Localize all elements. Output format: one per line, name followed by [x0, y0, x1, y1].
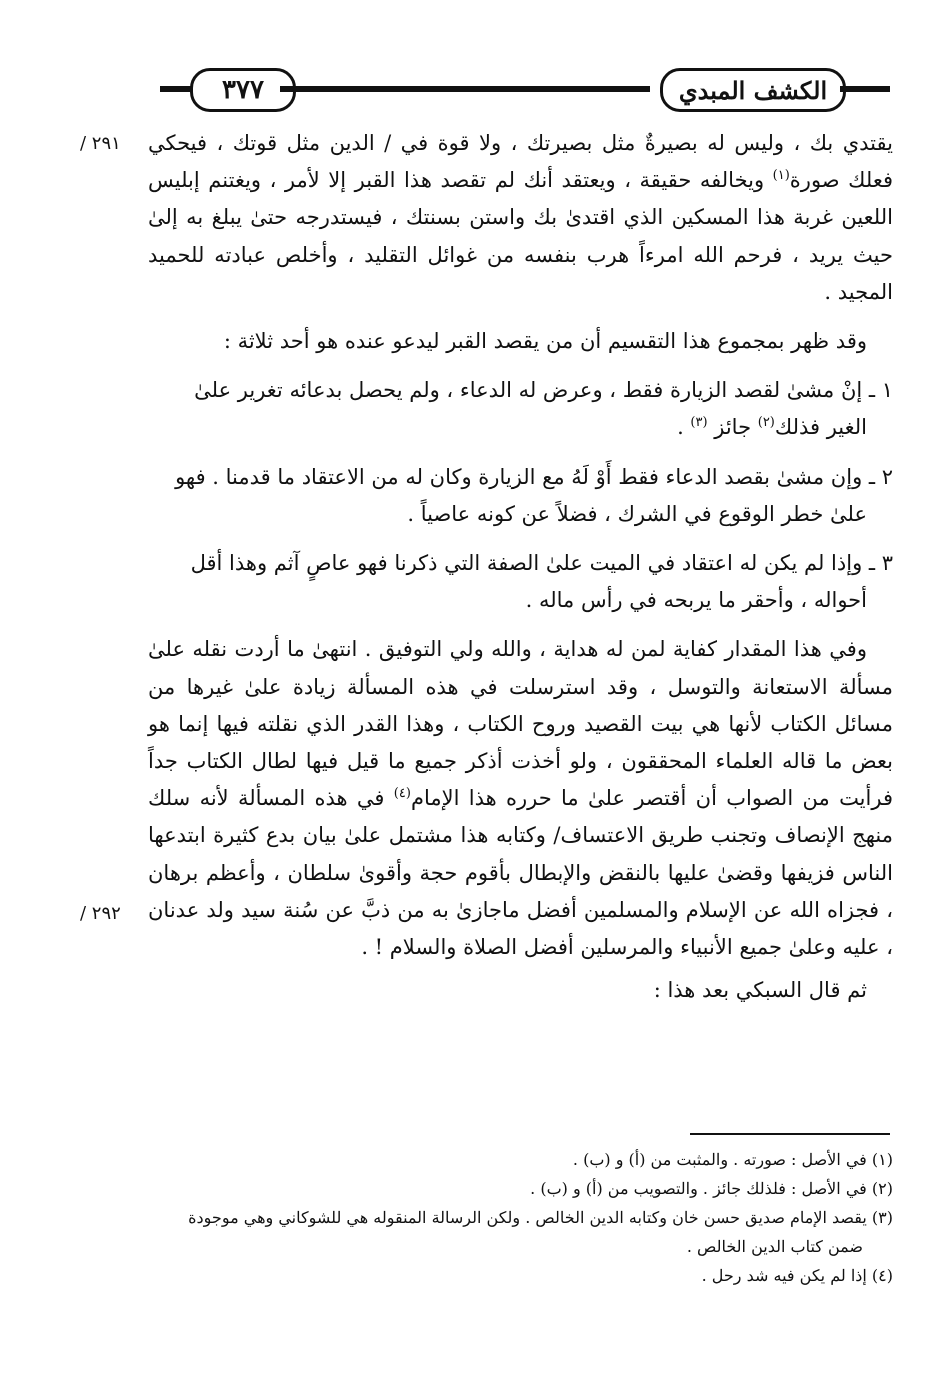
header-rule — [280, 86, 650, 92]
paragraph: وقد ظهر بمجموع هذا التقسيم أن من يقصد القبر ليدعو عنده هو أحد ثلاثة : — [223, 329, 867, 354]
body-text — [148, 125, 893, 1009]
footnote-ref[interactable]: (٤) — [393, 786, 411, 802]
footnote: (٢) في الأصل : فلذلك جائز . والتصويب من (أ) و (ب) . — [530, 1179, 893, 1198]
list-item: ٣ ـ وإذا لم يكن له اعتقاد في الميت علىٰ الصفة التي ذكرنا فهو عاصٍ آثم وهذا أقل أحواله ، وأحقر ما يربحه في رأس ماله . — [190, 551, 893, 613]
paragraph: يقتدي بك ، وليس له بصيرةٌ مثل بصيرتك ، ولا قوة في / الدين مثل قوتك ، فيحكي فعلك صورة$^{(١)}$ ويخالفه حقيقة ، ويعتقد أنك لم تقصد هذا القبر إلا لأمر ، ويغتنم إبليس اللعين غربة هذا المسكين الذي اقتدىٰ بك واستن بسنتك ، فيستدرجه حتىٰ يبلغ به إلىٰ حيث يريد ، فرحم الله امرءاً هرب بنفسه من غوائل التقليد ، وأخلص عبادته للحميد المجيد . — [148, 131, 893, 304]
footnotes — [150, 1145, 893, 1290]
running-header — [160, 62, 890, 114]
footnote: ضمن كتاب الدين الخالص . — [686, 1237, 863, 1256]
footnote: (١) في الأصل : صورته . والمثبت من (أ) و (ب) . — [572, 1150, 893, 1169]
footnote-ref[interactable]: (٢) — [757, 415, 775, 431]
paragraph: ثم قال السبكي بعد هذا : — [653, 978, 867, 1003]
page-number: ٣٧٧ — [190, 68, 296, 112]
margin-reference: / ٢٩٢ — [80, 903, 121, 924]
book-title: الكشف المبدي — [660, 68, 846, 112]
footnote: (٤) إذا لم يكن فيه شد رحل . — [701, 1266, 893, 1285]
header-rule — [840, 86, 890, 92]
footnotes-rule — [690, 1133, 890, 1135]
paragraph: وفي هذا المقدار كفاية لمن له هداية ، والله ولي التوفيق . انتهىٰ ما أردت نقله علىٰ مسألة الاستعانة والتوسل ، وقد استرسلت في هذه المسألة زيادة علىٰ غيرها من مسائل الكتاب لأنها هي بيت القصيد وروح الكتاب ، وهذا القدر الذي نقلته فيها إنما هو بعض ما قاله العلماء المحققون ، ولو أخذت أذكر جميع ما قيل فيها لطال الكتاب جداً فرأيت من الصواب أن أقتصر علىٰ ما حرره هذا الإمام$^{(٤)}$ في هذه المسألة لأنه سلك منهج الإنصاف وتجنب طريق الاعتساف/ وكتابه هذا مشتمل علىٰ بيان بدع كثيرة ابتدعها الناس فزيفها وقضىٰ عليها بالنقض والإبطال بأقوم حجة وأقوىٰ سلطان ، وأعظم برهان ، فجزاه الله عن الإسلام والمسلمين أفضل ماجازىٰ به من ذبَّ عن سُنة سيد ولد عدنان ، عليه وعلىٰ جميع الأنبياء والمرسلين أفضل الصلاة والسلام ! . — [148, 637, 893, 960]
footnote-ref[interactable]: (٣) — [690, 415, 708, 431]
list-item: ١ ـ إنْ مشىٰ لقصد الزيارة فقط ، وعرض له الدعاء ، ولم يحصل بدعائه تغرير علىٰ الغير فذلك$^{(٢)}$ جائز $^{(٣)}$ . — [194, 378, 893, 440]
footnote-ref[interactable]: (١) — [772, 168, 790, 184]
margin-reference: / ٢٩١ — [80, 133, 121, 154]
footnote: (٣) يقصد الإمام صديق حسن خان وكتابه الدين الخالص . ولكن الرسالة المنقوله هي للشوكاني وهي موجودة — [188, 1208, 893, 1227]
list-item: ٢ ـ وإن مشىٰ بقصد الدعاء فقط أَوْ لَهُ مع الزيارة وكان له من الاعتقاد ما قدمنا . فهو علىٰ خطر الوقوع في الشرك ، فضلاً عن كونه عاصياً . — [175, 464, 893, 526]
